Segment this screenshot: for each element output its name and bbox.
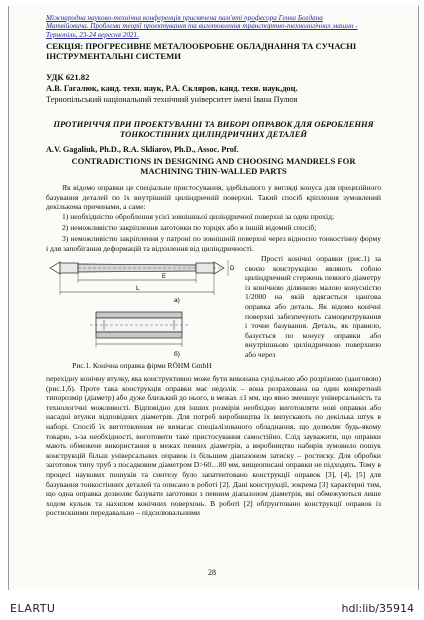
footer-handle-link[interactable]: hdl:lib/35914 xyxy=(341,602,414,615)
institution: Тернопільський національний технічний університет імені Івана Пулюя xyxy=(46,95,298,104)
label-a: а) xyxy=(174,297,180,304)
label-E: E xyxy=(162,274,167,280)
paragraph-right-column: Прості конічні оправки (рис.1) за своєю конструкцією являють собою циліндричний стержень певного діаметру із конічною ділянкою малою конусністю 1/2000 на якій вдягається цанговa оправка або деталь. Як відомо конічні поверхні забезпечують самоцентрування і точне базування. Деталь, як правило, базується по конусу оправки або внутрішньою циліндричною поверхнею або через xyxy=(245,254,381,359)
page-number: 28 xyxy=(208,568,216,577)
footer-repository-name: ELARTU xyxy=(10,602,56,615)
label-L: L xyxy=(136,285,140,292)
header-line: Матвійовича. Проблеми теорії проектування та виготовлення транспортно-технологічних машин - xyxy=(46,22,358,31)
paper-title-en: CONTRADICTIONS IN DESIGNING AND CHOOSING MANDRELS FOR MACHINING THIN-WALLED PARTS xyxy=(71,156,356,176)
authors-ua: А.В. Гагалюк, канд. техн. наук, Р.А. Скляров, канд. техн. наук,доц. xyxy=(46,84,298,93)
list-item-3: 3) неможливістю закріплення у патроні по зовнішній поверхні через відносно тонкостінну форму і для запобігання деформацій та відхилення від циліндричності. xyxy=(46,234,381,253)
udk-code: УДК 621.82 xyxy=(46,72,90,82)
conference-header xyxy=(46,14,381,39)
header-line: Міжнародна науково-технічна конференція присвячена пам'яті професора Генка Богдана xyxy=(46,14,323,22)
label-D: D xyxy=(230,266,235,272)
list-item-1: 1) необхідністю оброблення усієї зовнішньої циліндричної поверхні за один прохід; xyxy=(62,212,335,221)
paragraph-body: перехідну конічну втулку, яка конструктивно може бути виконана суцільною або розрізною (цанговою) (рис.1,б). Проте така конструкція оправки має недолік – вона розрахована на один конкретний типорозмір (діаметр) або дуже близький до нього, в межах ±1 мм, що явно зменшує універсальність та технологічні можливості. Відповідно для інших розмірів необхідно виготовляти нові оправки або насадні втулки відповідних діаметрів. Для потреб виробництва їх випускають по декілька штук в наборі. Спосіб їх виготовлення не вимагає спеціалізованого обладнання, що дозволяє будь-якому токарю, з-за необхідності, виготовити таке пристосування самостійно. Слід зауважити, що оправки мають обмежене використання в межах певних діаметрів, а виробництво набирів зумовило пошук конструкцій більш універсальних оправок із більшим діапазоном затиску – ростиску. Для обробки заготовок типу труб з посадковим діаметром D>60…80 мм, вищеописані оправки не підходять. Тому в процесі наукових пошуків та синтезу було запатентовано конструкції оправок [3], [4], [5] для базування тонкостінних деталей та описано в роботі [2]. Дані конструкції, зокрема [3] характерні тим, що одна оправка дозволяє базувати заготовки з певним діапазоном діаметрів, які обмежуються лише ходом кульок та нахилом конічних поверхонь. В роботі [2] обґрунтовано конструкції оправок із ростискними передавально – підсилювальними xyxy=(46,374,381,518)
authors-en: A.V. Gagaliuk, Ph.D., R.A. Skliarov, Ph.D., Assoc. Prof. xyxy=(46,145,239,154)
mandrel-figure xyxy=(46,256,238,358)
paragraph-intro: Як відомо оправки це спеціальне пристосування, здебільшого у вигляді конуса для прецизійного базування деталей по їх внутрішній циліндричній поверхні. Такий спосіб кріплення зумовлений декількома причинами, а саме: xyxy=(46,183,381,212)
paper-title-ua: ПРОТИРІЧЧЯ ПРИ ПРОЕКТУВАННІ ТА ВИБОРІ ОПРАВОК ДЛЯ ОБРОБЛЕННЯ ТОНКОСТІННИХ ЦИЛІНДРИЧНИХ ДЕТАЛЕЙ xyxy=(53,119,374,139)
label-b: б) xyxy=(174,351,180,358)
collet-sleeve-b xyxy=(90,312,188,347)
figure-caption: Рис.1. Конічна оправка фірми RÖHM GmbH xyxy=(72,361,212,370)
section-title: СЕКЦІЯ: ПРОГРЕСИВНЕ МЕТАЛООБРОБНЕ ОБЛАДНАННЯ ТА СУЧАСНІ ІНСТРУМЕНТАЛЬНІ СИСТЕМИ xyxy=(46,41,357,61)
list-item-2: 2) неможливістю закріплення заготовки по торцях або в іншій відомий спосіб; xyxy=(62,223,317,232)
header-line: Тернопіль, 23-24 вересня 2021. xyxy=(46,30,139,39)
mandrel-drawing xyxy=(46,256,238,358)
repository-footer xyxy=(0,598,424,620)
